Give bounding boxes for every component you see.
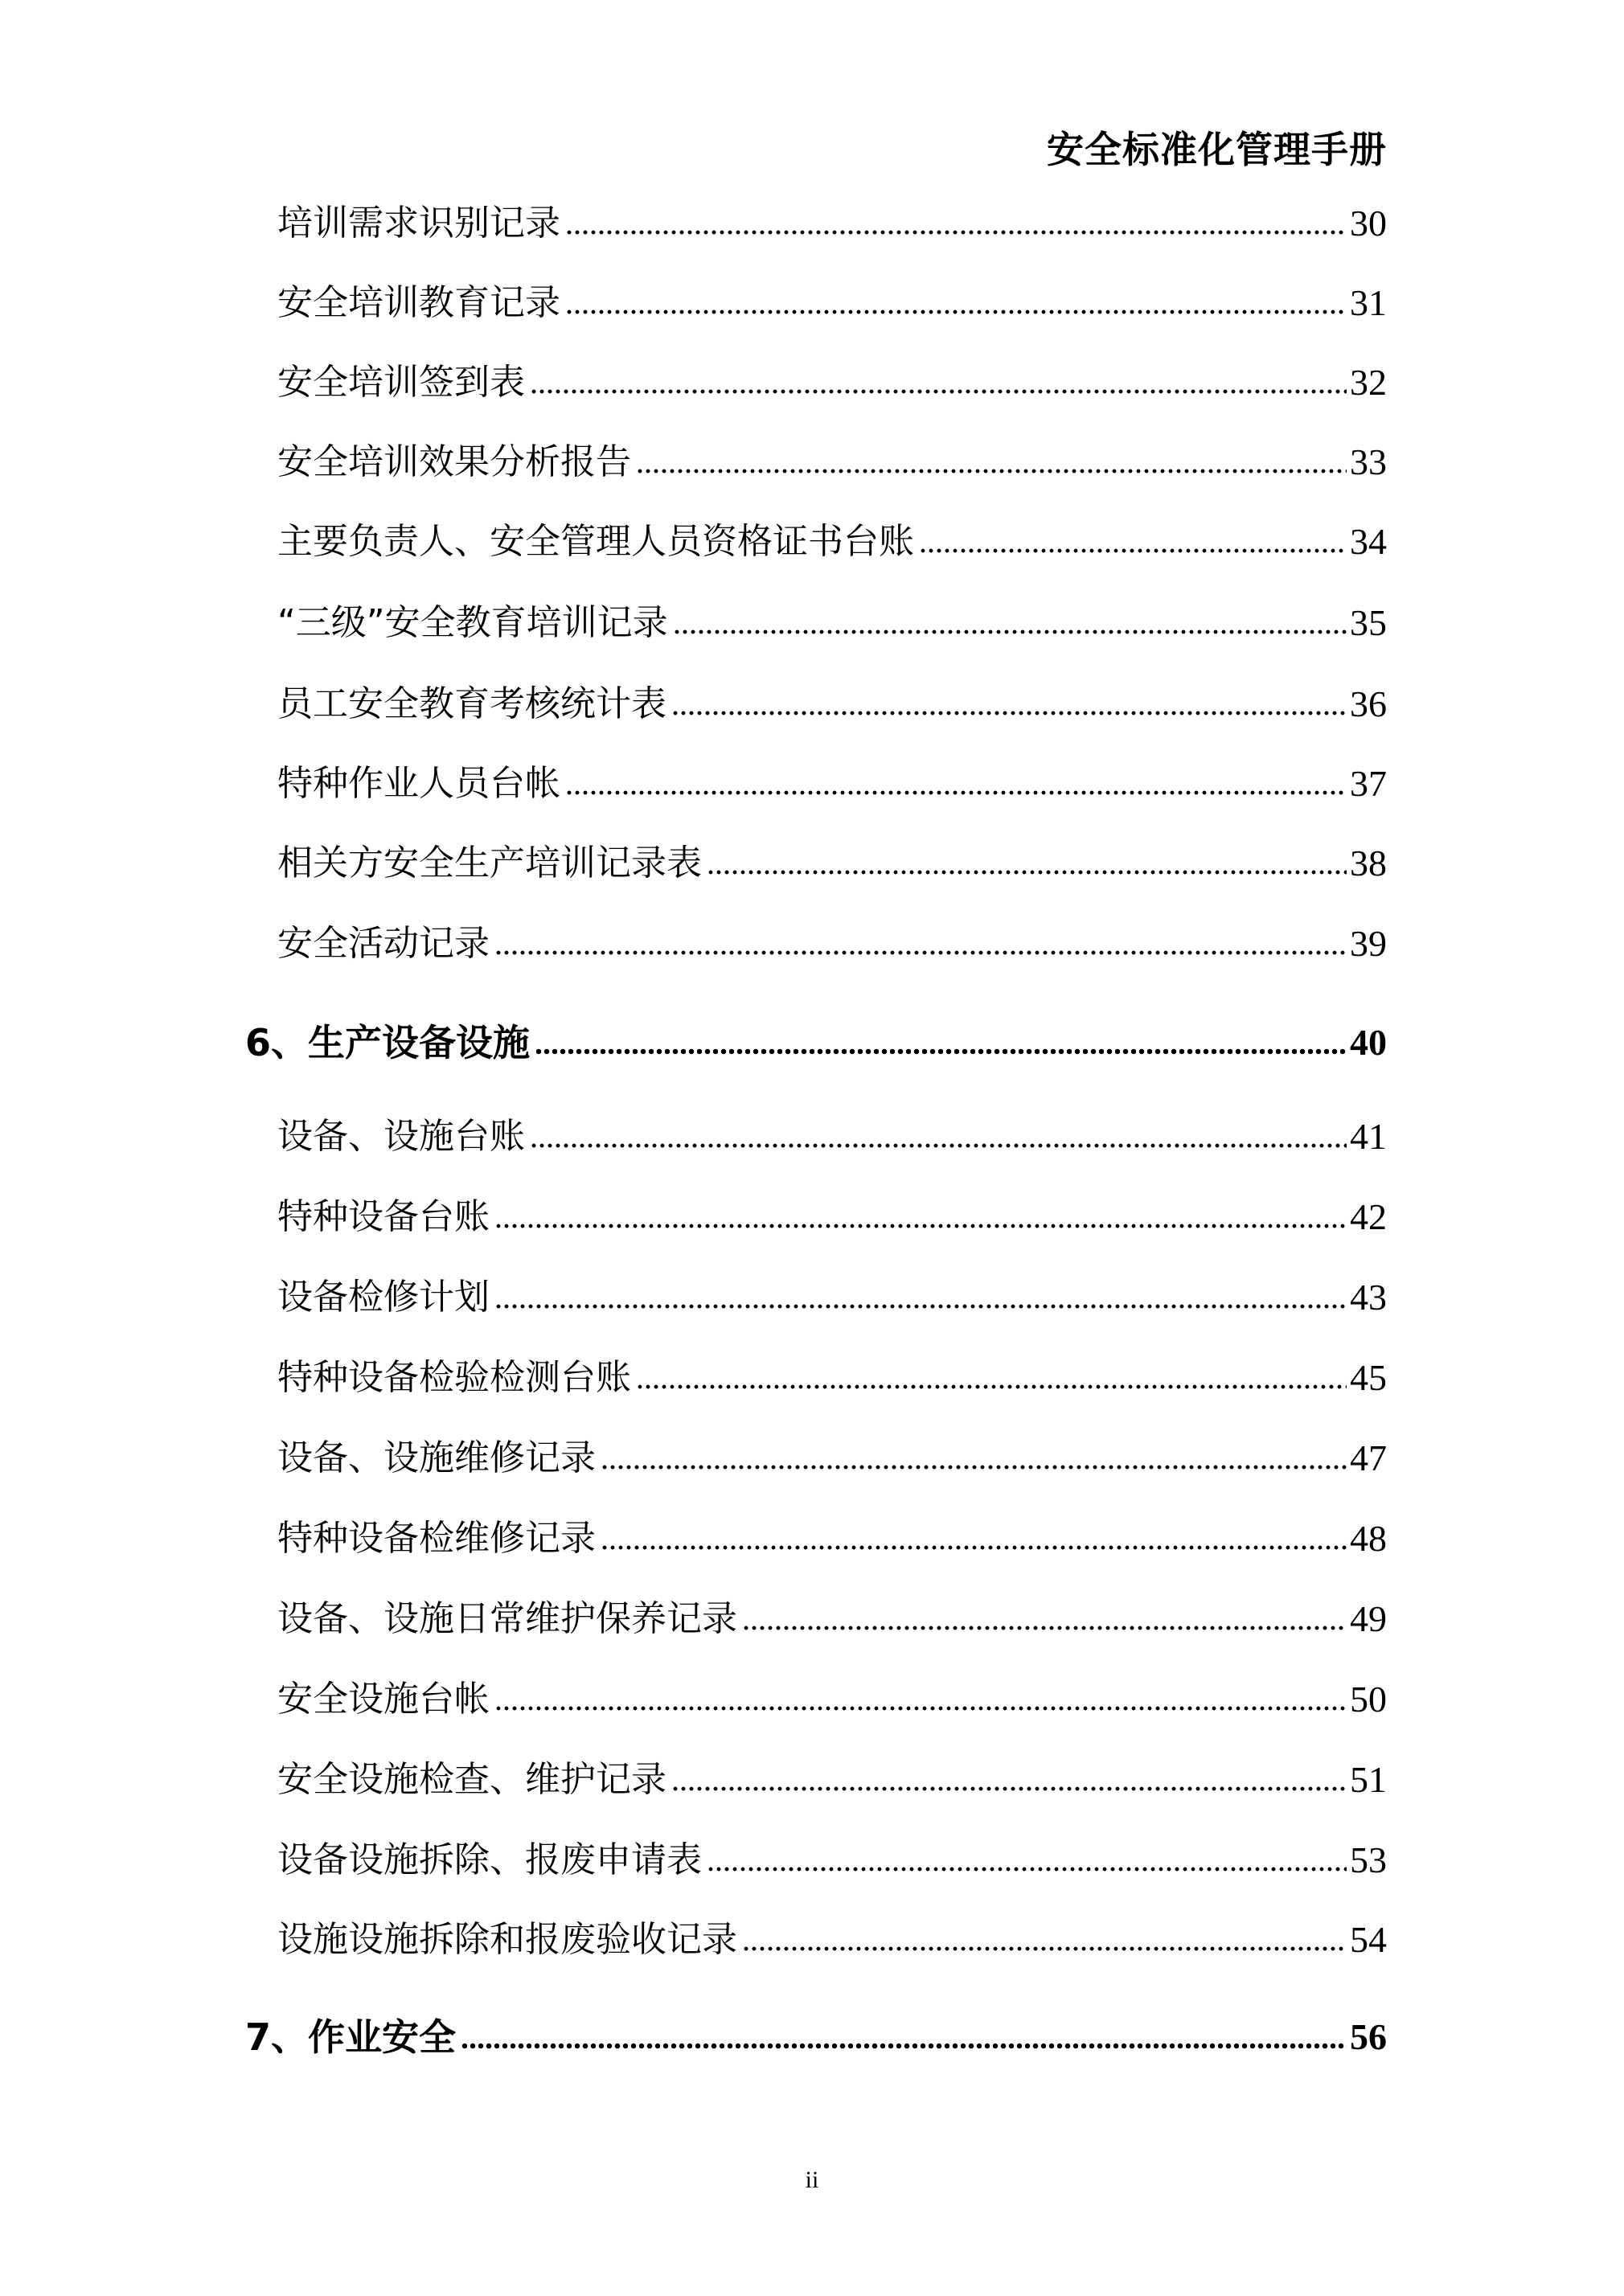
- toc-entry-title: 安全设施检查、维护记录: [277, 1759, 666, 1800]
- toc-entry-page: 50: [1350, 1679, 1387, 1720]
- dot-leader: [601, 1463, 1347, 1471]
- toc-entry-page: 30: [1350, 203, 1387, 244]
- dot-leader: [742, 1624, 1347, 1632]
- toc-entry-page: 43: [1350, 1277, 1387, 1318]
- dot-leader: [494, 1704, 1347, 1712]
- toc-section-page: 40: [1350, 1022, 1387, 1063]
- dot-leader: [742, 1945, 1347, 1953]
- toc-entry[interactable]: [277, 599, 1387, 647]
- dot-leader: [636, 467, 1347, 475]
- toc-entry-page: 33: [1350, 441, 1387, 482]
- dot-leader: [565, 789, 1347, 797]
- toc-entry-title: 相关方安全生产培训记录表: [277, 843, 702, 884]
- toc-entry-title: 设施设施拆除和报废验收记录: [277, 1919, 737, 1960]
- toc-entry-page: 36: [1350, 683, 1387, 724]
- dot-leader: [671, 709, 1347, 717]
- toc-section-heading[interactable]: [245, 1019, 1387, 1067]
- toc-entry[interactable]: [277, 1354, 1387, 1402]
- toc-section-title: 7、作业安全: [245, 2015, 457, 2059]
- toc-entry-page: 41: [1350, 1116, 1387, 1157]
- toc-section-page: 56: [1350, 2016, 1387, 2057]
- toc-entry[interactable]: [277, 1916, 1387, 1964]
- toc-entry-title: 员工安全教育考核统计表: [277, 683, 666, 724]
- dot-leader: [601, 1544, 1347, 1552]
- toc-entry[interactable]: [277, 1515, 1387, 1563]
- toc-entry-page: 54: [1350, 1919, 1387, 1960]
- toc-entry-page: 31: [1350, 282, 1387, 323]
- dot-leader: [530, 1142, 1347, 1150]
- dot-leader: [565, 308, 1347, 316]
- toc-entry-page: 37: [1350, 763, 1387, 804]
- toc-entry-page: 32: [1350, 362, 1387, 403]
- toc-entry[interactable]: [277, 1193, 1387, 1241]
- toc-entry-page: 35: [1350, 602, 1387, 643]
- toc-entry-title: 设备设施拆除、报废申请表: [277, 1839, 702, 1880]
- toc-entry[interactable]: [277, 760, 1387, 808]
- toc-entry-page: 34: [1350, 521, 1387, 562]
- toc-entry[interactable]: [277, 1113, 1387, 1161]
- toc-entry[interactable]: [277, 438, 1387, 486]
- dot-leader: [530, 387, 1347, 396]
- toc-entry-title: 设备检修计划: [277, 1277, 490, 1318]
- toc-entry[interactable]: [277, 1675, 1387, 1724]
- dot-leader: [461, 2042, 1347, 2050]
- toc-entry-page: 42: [1350, 1196, 1387, 1237]
- toc-entry-page: 48: [1350, 1518, 1387, 1559]
- toc-section-title: 6、生产设备设施: [245, 1021, 531, 1064]
- toc-entry-page: 39: [1350, 923, 1387, 964]
- dot-leader: [535, 1048, 1347, 1056]
- toc-entry-page: 38: [1350, 843, 1387, 884]
- toc-entry[interactable]: [277, 1836, 1387, 1884]
- page-header-title: 安全标准化管理手册: [1047, 128, 1387, 171]
- toc-entry-title: 安全培训效果分析报告: [277, 441, 631, 482]
- toc-entry[interactable]: [277, 359, 1387, 407]
- toc-entry[interactable]: [277, 279, 1387, 327]
- dot-leader: [707, 868, 1347, 876]
- dot-leader: [919, 547, 1347, 555]
- toc-entry-title: 安全培训教育记录: [277, 282, 560, 323]
- toc-entry-page: 49: [1350, 1598, 1387, 1639]
- dot-leader: [494, 949, 1347, 957]
- toc-entry[interactable]: [277, 839, 1387, 888]
- toc-entry[interactable]: [277, 680, 1387, 728]
- toc-section-heading[interactable]: [245, 2013, 1387, 2061]
- toc-entry-title: 安全活动记录: [277, 923, 490, 964]
- dot-leader: [636, 1383, 1347, 1391]
- toc-entry-page: 51: [1350, 1759, 1387, 1800]
- toc-entry[interactable]: [277, 920, 1387, 968]
- toc-entry[interactable]: [277, 199, 1387, 248]
- toc-entry-title: 设备、设施维修记录: [277, 1437, 596, 1478]
- toc-entry[interactable]: [277, 1434, 1387, 1482]
- dot-leader: [494, 1222, 1347, 1230]
- toc-entry-title: 特种设备检维修记录: [277, 1518, 596, 1559]
- toc-entry-title: 培训需求识别记录: [277, 203, 560, 244]
- toc-entry-page: 47: [1350, 1437, 1387, 1478]
- toc-entry-title: 设备、设施日常维护保养记录: [277, 1598, 737, 1639]
- toc-entry-title: 安全培训签到表: [277, 362, 525, 403]
- dot-leader: [565, 228, 1347, 236]
- toc-entry-title: 特种作业人员台帐: [277, 763, 560, 804]
- toc-entry-title: “三级”安全教育培训记录: [277, 602, 668, 643]
- toc-entry[interactable]: [277, 1756, 1387, 1804]
- toc-entry-title: 特种设备台账: [277, 1196, 490, 1237]
- dot-leader: [494, 1302, 1347, 1310]
- toc-entry-title: 特种设备检验检测台账: [277, 1357, 631, 1398]
- toc-entry-page: 45: [1350, 1357, 1387, 1398]
- toc-entry-page: 53: [1350, 1839, 1387, 1880]
- page-number: ii: [805, 2167, 819, 2193]
- toc-entry-title: 主要负责人、安全管理人员资格证书台账: [277, 521, 914, 562]
- dot-leader: [707, 1865, 1347, 1873]
- toc-entry[interactable]: [277, 1273, 1387, 1322]
- toc-entry-title: 安全设施台帐: [277, 1679, 490, 1720]
- toc-entry-title: 设备、设施台账: [277, 1116, 525, 1157]
- dot-leader: [673, 628, 1347, 636]
- toc-entry[interactable]: [277, 1595, 1387, 1643]
- dot-leader: [671, 1785, 1347, 1793]
- toc-entry[interactable]: [277, 518, 1387, 566]
